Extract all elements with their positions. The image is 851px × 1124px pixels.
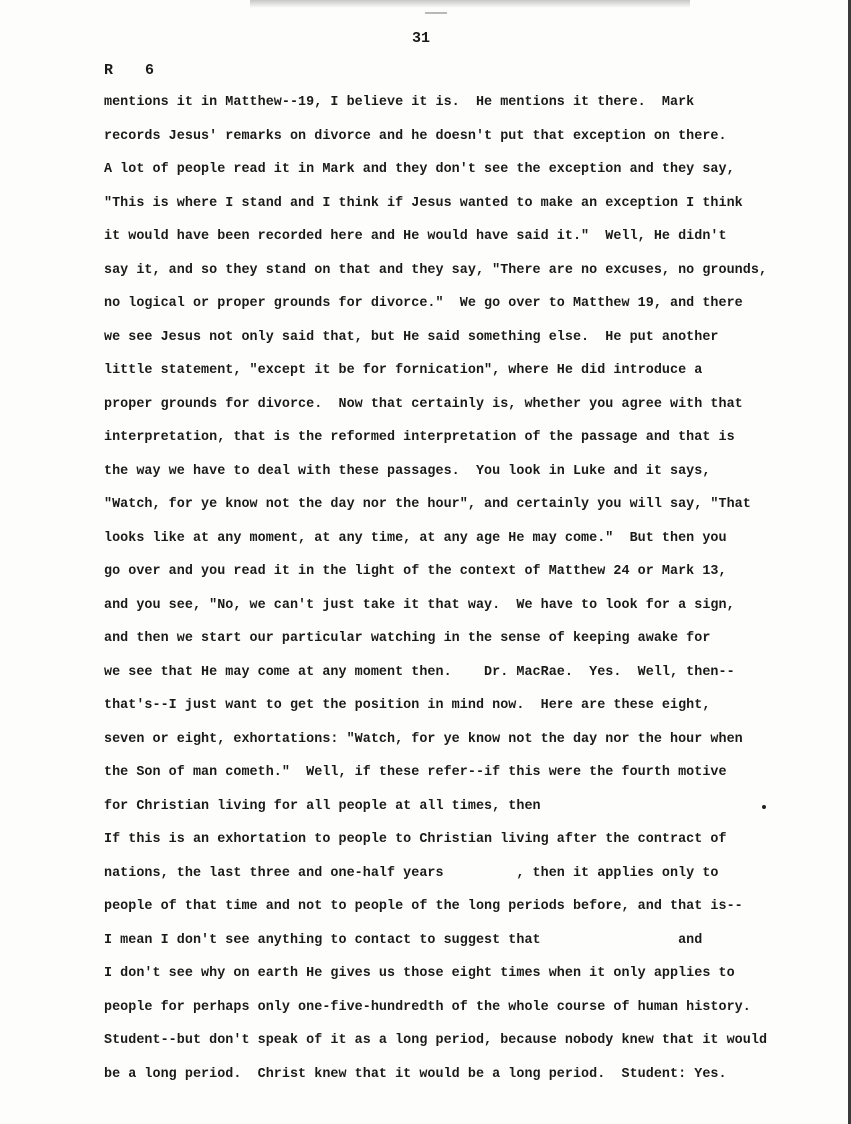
text-line: people for perhaps only one-five-hundredth of the whole course of human history. (104, 999, 751, 1015)
text-line: looks like at any moment, at any time, at any age He may come." But then you (104, 530, 727, 546)
text-line: be a long period. Christ knew that it would be a long period. Student: Yes. (104, 1066, 727, 1082)
text-line: the Son of man cometh." Well, if these refer--if this were the fourth motive (104, 765, 727, 780)
transcript-body (104, 93, 804, 1098)
text-line: seven or eight, exhortations: "Watch, for ye know not the day nor the hour when (104, 731, 743, 747)
scan-top-mark (425, 12, 447, 20)
text-line: it would have been recorded here and He would have said it." Well, He didn't (104, 229, 727, 244)
text-line: "This is where I stand and I think if Jesus wanted to make an exception I think (104, 195, 743, 211)
text-line: no logical or proper grounds for divorce." We go over to Matthew 19, and there (104, 296, 743, 311)
text-line: go over and you read it in the light of the context of Matthew 24 or Mark 13, (104, 564, 727, 579)
text-line: nations, the last three and one-half years , then it applies only to (104, 865, 719, 881)
page-number: 31 (412, 30, 431, 47)
text-line: little statement, "except it be for fornication", where He did introduce a (104, 363, 703, 378)
text-line: "Watch, for ye know not the day nor the hour", and certainly you will say, "That (104, 497, 751, 512)
reference-number: 6 (145, 62, 155, 79)
text-line: we see Jesus not only said that, but He said something else. He put another (104, 329, 719, 345)
text-line: we see that He may come at any moment then. Dr. MacRae. Yes. Well, then-- (104, 664, 735, 680)
text-line: I don't see why on earth He gives us those eight times when it only applies to (104, 966, 735, 981)
text-line: and then we start our particular watching in the sense of keeping awake for (104, 631, 711, 646)
text-line: proper grounds for divorce. Now that certainly is, whether you agree with that (104, 396, 743, 412)
ink-speck (762, 805, 766, 809)
reference-letter: R (104, 62, 114, 79)
text-line: that's--I just want to get the position in mind now. Here are these eight, (104, 698, 711, 713)
text-line: the way we have to deal with these passages. You look in Luke and it says, (104, 463, 711, 479)
text-line: and you see, "No, we can't just take it that way. We have to look for a sign, (104, 597, 735, 613)
text-line: I mean I don't see anything to contact to suggest that and (104, 932, 703, 948)
text-line: records Jesus' remarks on divorce and he doesn't put that exception on there. (104, 128, 727, 144)
text-line: If this is an exhortation to people to Christian living after the contract of (104, 832, 727, 847)
text-line: mentions it in Matthew--19, I believe it is. He mentions it there. Mark (104, 95, 695, 110)
text-line: Student--but don't speak of it as a long period, because nobody knew that it would (104, 1033, 768, 1048)
text-line: say it, and so they stand on that and they say, "There are no excuses, no grounds, (104, 262, 768, 278)
text-line: for Christian living for all people at all times, then (104, 798, 541, 814)
text-line: interpretation, that is the reformed interpretation of the passage and that is (104, 430, 735, 445)
text-line: people of that time and not to people of the long periods before, and that is-- (104, 899, 743, 914)
text-line: A lot of people read it in Mark and they don't see the exception and they say, (104, 162, 735, 177)
scan-top-edge (250, 0, 690, 8)
